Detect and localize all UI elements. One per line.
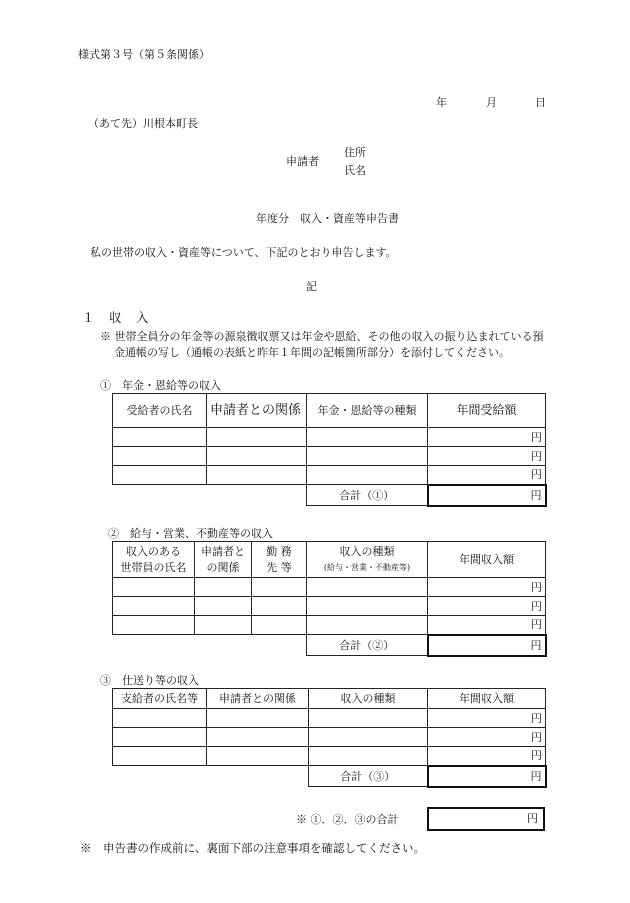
table-row (113, 466, 546, 485)
table-row (113, 597, 546, 616)
input-cell[interactable] (307, 447, 428, 466)
total-row (113, 485, 546, 506)
name-label: 氏名 (344, 164, 366, 177)
amount-cell[interactable]: 円 (428, 728, 546, 747)
header-cell: 年金・恩給等の種類 (307, 394, 428, 428)
table1-title: ① 年金・恩給等の収入 (100, 379, 221, 392)
attachment-note: ※ 世帯全員分の年金等の源泉徴収票又は年金や恩給、その他の収入の振り込まれている預金通帳の写し（通帳の表紙と昨年１年間の記帳箇所部分）を添付してください。 (100, 330, 544, 359)
input-cell[interactable] (113, 747, 207, 766)
applicant-label: 申請者 (286, 155, 319, 168)
grand-total-amount-cell[interactable]: 円 (427, 807, 545, 831)
salary-income-table (112, 541, 547, 657)
table-row (113, 428, 546, 447)
amount-cell[interactable]: 円 (428, 578, 546, 597)
input-cell[interactable] (307, 466, 428, 485)
form-number: 様式第３号（第５条関係） (78, 48, 210, 61)
total-amount-cell[interactable]: 円 (428, 485, 546, 506)
table3-title: ③ 仕送り等の収入 (100, 674, 199, 687)
grand-total-label: ※ ①．②．③の合計 (296, 813, 399, 826)
input-cell[interactable] (113, 466, 207, 485)
input-cell[interactable] (307, 578, 428, 597)
input-cell[interactable] (207, 447, 307, 466)
date-day-label: 日 (535, 96, 546, 109)
remittance-income-table (112, 688, 547, 788)
amount-cell[interactable]: 円 (428, 428, 546, 447)
table-row (113, 616, 546, 635)
total-amount-cell[interactable]: 円 (428, 635, 546, 656)
header-cell: 年間受給額 (428, 394, 546, 428)
input-cell[interactable] (207, 728, 309, 747)
document-title: 年度分 収入・資産等申告書 (256, 212, 399, 225)
table-row (113, 578, 546, 597)
header-cell: 申請者と の関係 (195, 542, 252, 578)
address-label: 住所 (344, 146, 366, 159)
header-cell: 年間収入額 (428, 689, 546, 709)
amount-cell[interactable]: 円 (428, 616, 546, 635)
input-cell[interactable] (309, 709, 428, 728)
total-label: 合計（①） (307, 485, 428, 506)
input-cell[interactable] (207, 747, 309, 766)
table-row (113, 747, 546, 766)
input-cell[interactable] (307, 597, 428, 616)
input-cell[interactable] (113, 728, 207, 747)
header-cell: 勤 務 先 等 (252, 542, 307, 578)
intro-text: 私の世帯の収入・資産等について、下記のとおり申告します。 (90, 246, 397, 259)
header-cell: 申請者との関係 (207, 689, 309, 709)
table-row (113, 709, 546, 728)
total-row (113, 766, 546, 787)
input-cell[interactable] (207, 428, 307, 447)
header-cell: 収入のある 世帯員の氏名 (113, 542, 195, 578)
input-cell[interactable] (113, 709, 207, 728)
total-label: 合計（②） (307, 635, 428, 656)
input-cell[interactable] (252, 597, 307, 616)
header-cell: 申請者との関係 (207, 394, 307, 428)
input-cell[interactable] (113, 428, 207, 447)
header-cell: 受給者の氏名 (113, 394, 207, 428)
section-income-heading: １ 収 入 (82, 310, 150, 325)
input-cell[interactable] (309, 728, 428, 747)
input-cell[interactable] (195, 616, 252, 635)
header-cell: 収入の種類 (給与・営業・不動産等) (307, 542, 428, 578)
amount-cell[interactable]: 円 (428, 709, 546, 728)
input-cell[interactable] (252, 616, 307, 635)
input-cell[interactable] (195, 597, 252, 616)
input-cell[interactable] (113, 597, 195, 616)
ki-label: 記 (306, 280, 317, 293)
input-cell[interactable] (252, 578, 307, 597)
header-cell: 支給者の氏名等 (113, 689, 207, 709)
total-amount-cell[interactable]: 円 (428, 766, 546, 787)
input-cell[interactable] (113, 616, 195, 635)
input-cell[interactable] (207, 466, 307, 485)
table-row (113, 728, 546, 747)
header-cell: 年間収入額 (428, 542, 546, 578)
amount-cell[interactable]: 円 (428, 597, 546, 616)
date-month-label: 月 (486, 96, 497, 109)
amount-cell[interactable]: 円 (428, 466, 546, 485)
table-row (113, 447, 546, 466)
input-cell[interactable] (309, 747, 428, 766)
amount-cell[interactable]: 円 (428, 747, 546, 766)
table2-title: ② 給与・営業、不動産等の収入 (108, 527, 273, 540)
date-year-label: 年 (436, 96, 447, 109)
input-cell[interactable] (195, 578, 252, 597)
input-cell[interactable] (113, 447, 207, 466)
total-row (113, 635, 546, 656)
total-label: 合計（③） (309, 766, 428, 787)
header-cell: 収入の種類 (309, 689, 428, 709)
input-cell[interactable] (307, 616, 428, 635)
addressee: （あて先）川根本町長 (88, 117, 198, 130)
footer-note: ※ 申告書の作成前に、裏面下部の注意事項を確認してください。 (80, 841, 425, 855)
input-cell[interactable] (207, 709, 309, 728)
amount-cell[interactable]: 円 (428, 447, 546, 466)
input-cell[interactable] (113, 578, 195, 597)
pension-income-table (112, 393, 547, 507)
input-cell[interactable] (307, 428, 428, 447)
